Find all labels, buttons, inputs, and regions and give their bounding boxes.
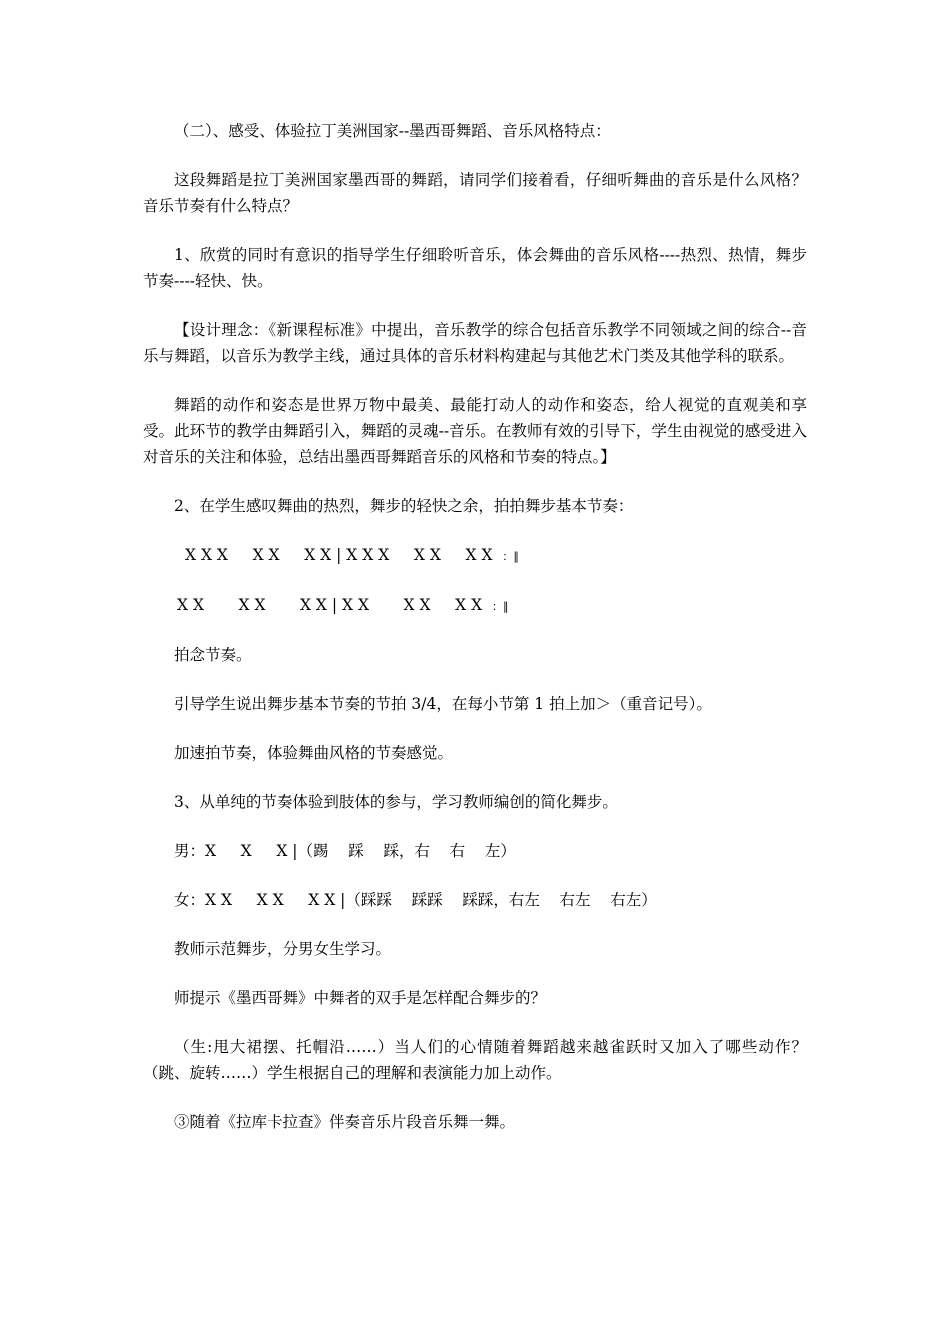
paragraph-male-steps: 男：X X X |（踢 踩 踩，右 右 左） — [174, 842, 516, 860]
paragraph-step-2: 2、在学生感叹舞曲的热烈，舞步的轻快之余，拍拍舞步基本节奏： — [174, 497, 634, 515]
paragraph-speed-up: 加速拍节奏，体验舞曲风格的节奏感觉。 — [174, 744, 454, 762]
rhythm-line-1 — [143, 542, 807, 570]
rhythm-line-2-notes: X X X X X X | X X X X X X — [177, 596, 493, 614]
repeat-sign-2: ：‖ — [492, 600, 509, 613]
paragraph-intro: 这段舞蹈是拉丁美洲国家墨西哥的舞蹈，请同学们接着看，仔细听舞曲的音乐是什么风格？音乐节奏有什么特点？ — [143, 171, 807, 215]
paragraph-student-actions: （生:甩大裙摆、托帽沿……）当人们的心情随着舞蹈越来越雀跃时又加入了哪些动作？（跳、旋转……）学生根据自己的理解和表演能力加上动作。 — [143, 1038, 807, 1082]
paragraph-time-signature: 引导学生说出舞步基本节奏的节拍 3/4，在每小节第 1 拍上加＞（重音记号）。 — [174, 695, 712, 713]
paragraph-teacher-demo: 教师示范舞步，分男女生学习。 — [174, 940, 392, 958]
section-heading: （二）、感受、体验拉丁美洲国家--墨西哥舞蹈、音乐风格特点： — [174, 122, 611, 140]
paragraph-dance-along: ③随着《拉库卡拉查》伴奏音乐片段音乐舞一舞。 — [174, 1113, 516, 1131]
rhythm-line-1-notes: X X X X X X X | X X X X X X X — [185, 546, 503, 564]
paragraph-step-1: 1、欣赏的同时有意识的指导学生仔细聆听音乐，体会舞曲的音乐风格----热烈、热情，舞步节奏----轻快、快。 — [143, 246, 807, 290]
paragraph-teacher-prompt: 师提示《墨西哥舞》中舞者的双手是怎样配合舞步的？ — [174, 989, 547, 1007]
paragraph-chant-rhythm: 拍念节奏。 — [174, 646, 252, 664]
paragraph-female-steps: 女：X X X X X X |（踩踩 踩踩 踩踩，右左 右左 右左） — [174, 891, 657, 909]
document-body — [143, 118, 807, 1158]
rhythm-line-2 — [143, 592, 807, 620]
paragraph-design-concept: 【设计理念：《新课程标准》中提出，音乐教学的综合包括音乐教学不同领域之间的综合--音乐与舞蹈，以音乐为教学主线，通过具体的音乐材料构建起与其他艺术门类及其他学科的联系。 — [143, 321, 807, 365]
paragraph-step-3: 3、从单纯的节奏体验到肢体的参与，学习教师编创的简化舞步。 — [174, 793, 618, 811]
repeat-sign-1: ：‖ — [502, 550, 519, 563]
paragraph-dance-description: 舞蹈的动作和姿态是世界万物中最美、最能打动人的动作和姿态，给人视觉的直观美和享受。此环节的教学由舞蹈引入，舞蹈的灵魂--音乐。在教师有效的引导下，学生由视觉的感受进入对音乐的关注和体验，总结出墨西哥舞蹈音乐的风格和节奏的特点。】 — [143, 396, 807, 466]
